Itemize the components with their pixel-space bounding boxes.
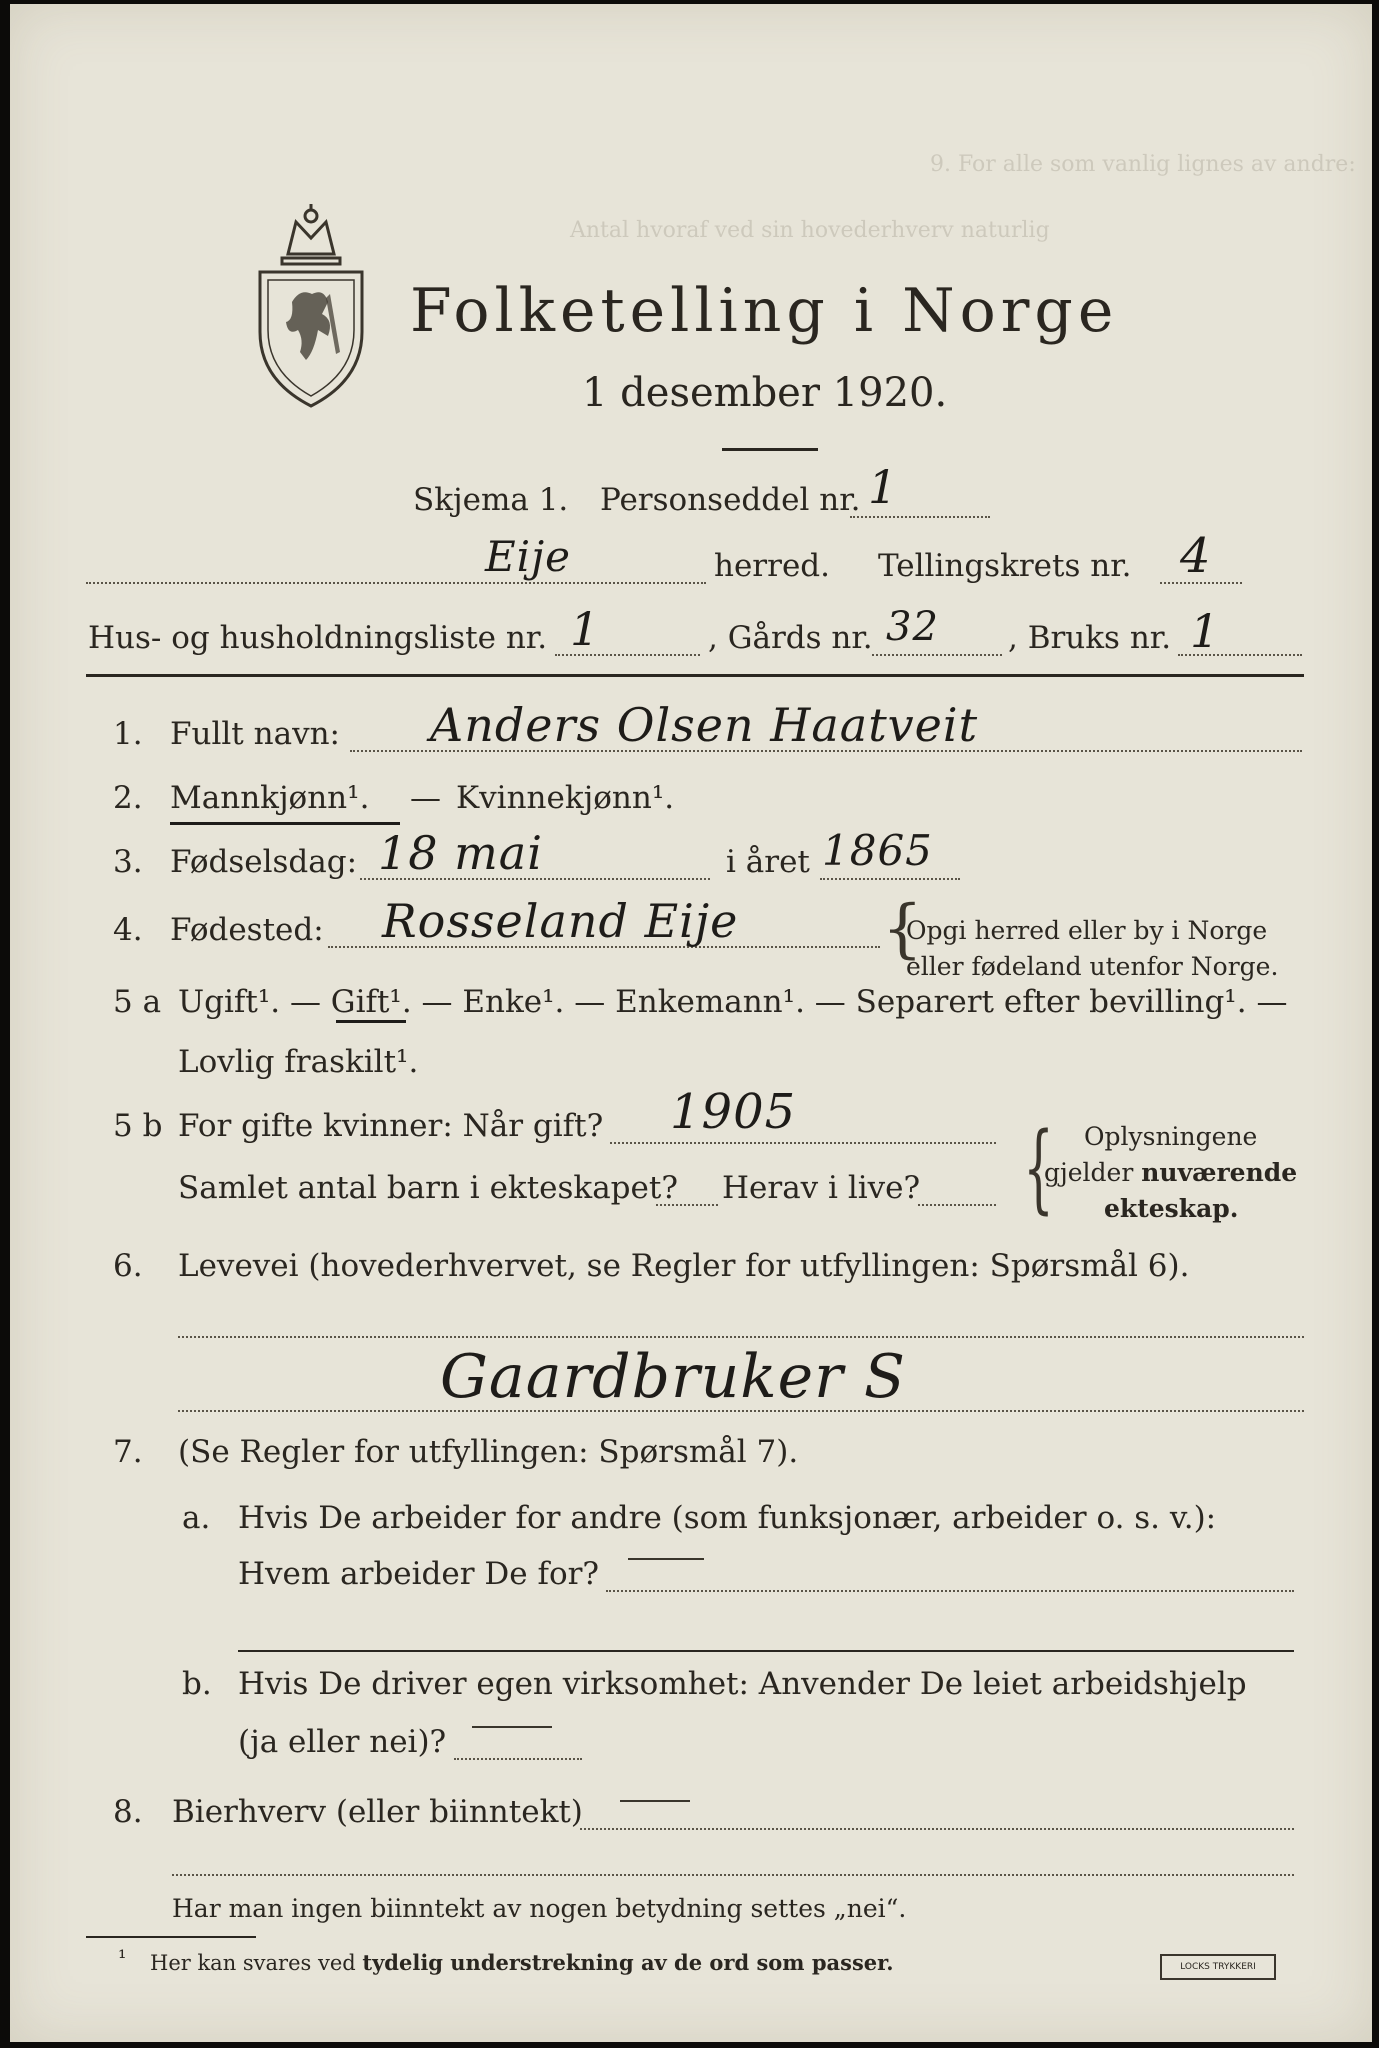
secondary-income-field-1[interactable] — [580, 1828, 1294, 1830]
q5b-number: 5 b — [113, 1108, 163, 1144]
q7-number: 7. — [113, 1434, 143, 1470]
hired-help-dash — [472, 1726, 552, 1728]
q7a-line1: Hvis De arbeider for andre (som funksjonær, arbeider o. s. v.): — [238, 1500, 1217, 1536]
husliste-value: 1 — [570, 602, 601, 656]
bleed-through-line: Antal hvoraf ved sin hovederhverv naturlig — [570, 218, 1050, 243]
q7-label: (Se Regler for utfyllingen: Spørsmål 7). — [178, 1434, 799, 1470]
printer-stamp: LOCKS TRYKKERI — [1160, 1954, 1276, 1980]
gards-value: 32 — [886, 604, 939, 650]
birthplace-value: Rosseland Eije — [382, 894, 739, 948]
q3-label: Fødselsdag: — [170, 844, 358, 880]
bleed-through-line: 9. For alle som vanlig lignes av andre: — [930, 152, 1356, 177]
q2-separator: — — [410, 780, 441, 816]
q5a-options[interactable]: Ugift¹. — Gift¹. — Enke¹. — Enkemann¹. — Separert efter bevilling¹. — — [178, 984, 1288, 1020]
married-year-field[interactable] — [610, 1142, 996, 1144]
q3-number: 3. — [113, 844, 143, 880]
footnote-text: Her kan svares ved tydelig understrekning av de ord som passer. — [150, 1950, 894, 1975]
census-form-page — [10, 4, 1372, 2042]
employer-field-1[interactable] — [606, 1590, 1294, 1592]
hired-help-field[interactable] — [454, 1758, 582, 1760]
q7b-line1: Hvis De driver egen virksomhet: Anvender De leiet arbeidshjelp — [238, 1666, 1247, 1702]
q4-label: Fødested: — [170, 912, 324, 948]
birth-day-value: 18 mai — [378, 826, 543, 880]
personseddel-value: 1 — [868, 460, 899, 514]
footnote-mark: ¹ — [118, 1946, 127, 1970]
husliste-label: Hus- og husholdningsliste nr. — [88, 620, 548, 656]
census-date: 1 desember 1920. — [582, 370, 948, 416]
gift-underline — [336, 1020, 406, 1023]
personseddel-field[interactable] — [850, 516, 990, 518]
occupation-value: Gaardbruker S — [440, 1342, 907, 1412]
q5b-note-line3: ekteskap. — [1104, 1194, 1239, 1223]
married-year-value: 1905 — [670, 1084, 797, 1140]
herred-field[interactable] — [86, 582, 706, 584]
tellingskrets-label: Tellingskrets nr. — [878, 548, 1132, 584]
title-divider — [722, 448, 818, 451]
footnote-rule — [86, 1936, 256, 1938]
q7a-line2: Hvem arbeider De for? — [238, 1556, 600, 1592]
gards-label: , Gårds nr. — [708, 620, 873, 656]
q7b-line2: (ja eller nei)? — [238, 1724, 447, 1760]
personseddel-label: Personseddel nr. — [600, 482, 861, 518]
male-underline — [170, 822, 400, 825]
occupation-field-1[interactable] — [178, 1336, 1304, 1338]
q5b-married-label: For gifte kvinner: Når gift? — [178, 1108, 604, 1144]
alive-field[interactable] — [918, 1204, 996, 1206]
gards-field[interactable] — [872, 654, 1002, 656]
q4-note-line2: eller fødeland utenfor Norge. — [906, 952, 1279, 981]
employer-field-2[interactable] — [238, 1650, 1294, 1652]
q6-number: 6. — [113, 1248, 143, 1284]
norway-coat-of-arms-icon — [248, 202, 374, 412]
q5b-note-line1: Oplysningene — [1084, 1122, 1258, 1151]
q4-brace: { — [882, 892, 923, 966]
q3-year-label: i året — [726, 844, 810, 880]
q7b-letter: b. — [182, 1666, 212, 1702]
header-rule — [86, 674, 1304, 677]
q2-female-option[interactable]: Kvinnekjønn¹. — [456, 780, 675, 816]
q5a-number: 5 a — [113, 984, 162, 1020]
q5b-children-label: Samlet antal barn i ekteskapet? — [178, 1170, 678, 1206]
herred-label: herred. — [714, 548, 830, 584]
form-title: Folketelling i Norge — [410, 276, 1119, 346]
herred-value: Eije — [485, 532, 571, 581]
q8-note: Har man ingen biinntekt av nogen betydning settes „nei“. — [172, 1894, 907, 1923]
q1-number: 1. — [113, 716, 143, 752]
bruks-value: 1 — [1190, 604, 1221, 658]
q5b-brace: { — [1023, 1112, 1054, 1224]
schema-label: Skjema 1. — [413, 482, 569, 518]
q2-number: 2. — [113, 780, 143, 816]
birth-year-value: 1865 — [822, 826, 933, 875]
q4-note-line1: Opgi herred eller by i Norge — [906, 916, 1268, 945]
children-field[interactable] — [656, 1204, 718, 1206]
q2-male-option[interactable]: Mannkjønn¹. — [170, 780, 370, 816]
full-name-value: Anders Olsen Haatveit — [430, 698, 979, 752]
q5b-alive-label: Herav i live? — [722, 1170, 921, 1206]
q4-number: 4. — [113, 912, 143, 948]
bruks-label: , Bruks nr. — [1008, 620, 1172, 656]
q6-label: Levevei (hovederhvervet, se Regler for utfyllingen: Spørsmål 6). — [178, 1248, 1190, 1284]
secondary-income-field-2[interactable] — [172, 1874, 1294, 1876]
tellingskrets-value: 4 — [1180, 528, 1212, 584]
q8-label: Bierhverv (eller biinntekt) — [172, 1794, 583, 1830]
employer-dash — [628, 1558, 704, 1560]
q5a-options-line2[interactable]: Lovlig fraskilt¹. — [178, 1044, 419, 1080]
q1-label: Fullt navn: — [170, 716, 340, 752]
birth-year-field[interactable] — [820, 878, 960, 880]
q8-number: 8. — [113, 1794, 143, 1830]
secondary-income-dash — [620, 1800, 690, 1802]
q7a-letter: a. — [182, 1500, 211, 1536]
q5b-note-line2: gjelder nuværende — [1044, 1158, 1298, 1187]
